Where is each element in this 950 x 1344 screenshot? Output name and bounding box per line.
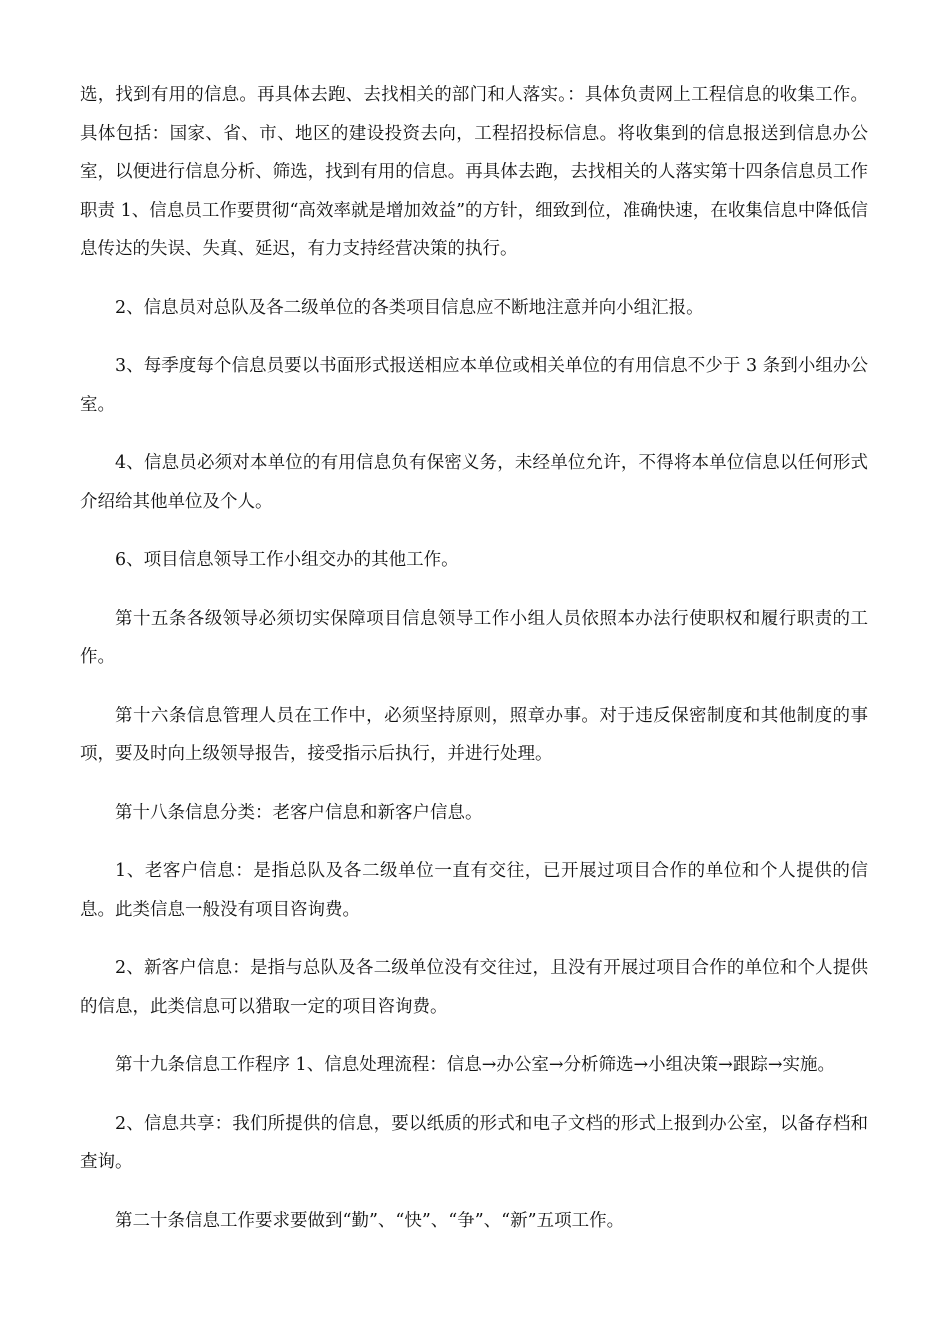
paragraph-article-18: 第十八条信息分类：老客户信息和新客户信息。 xyxy=(115,802,483,823)
paragraph-old-customer: 1、老客户信息：是指总队及各二级单位一直有交往，已开展过项目合作的单位和个人提供的信息。此类信息一般没有项目咨询费。 xyxy=(80,861,868,920)
paragraph-article-20: 第二十条信息工作要求要做到“勤”、“快”、“争”、“新”五项工作。 xyxy=(115,1210,625,1231)
document-body xyxy=(80,76,868,1260)
paragraph-continuation: 选，找到有用的信息。再具体去跑、去找相关的部门和人落实。：具体负责网上工程信息的收集工作。具体包括：国家、省、市、地区的建设投资去向，工程招投标信息。将收集到的信息报送到信息办公室，以便进行信息分析、筛选，找到有用的信息。再具体去跑，去找相关的人落实第十四条信息员工作职责 1、信息员工作要贯彻“高效率就是增加效益”的方针，细致到位，准确快速，在收集信息中降低信息传达的失误、失真、延迟，有力支持经营决策的执行。 xyxy=(80,85,868,259)
paragraph-item-3: 3、每季度每个信息员要以书面形式报送相应本单位或相关单位的有用信息不少于 3 条到小组办公室。 xyxy=(80,356,868,415)
paragraph-info-sharing: 2、信息共享：我们所提供的信息，要以纸质的形式和电子文档的形式上报到办公室，以备存档和查询。 xyxy=(80,1113,868,1172)
paragraph-new-customer: 2、新客户信息：是指与总队及各二级单位没有交往过，且没有开展过项目合作的单位和个人提供的信息，此类信息可以猎取一定的项目咨询费。 xyxy=(80,958,868,1017)
paragraph-item-6: 6、项目信息领导工作小组交办的其他工作。 xyxy=(115,550,459,570)
paragraph-item-2: 2、信息员对总队及各二级单位的各类项目信息应不断地注意并向小组汇报。 xyxy=(115,297,704,318)
paragraph-article-15: 第十五条各级领导必须切实保障项目信息领导工作小组人员依照本办法行使职权和履行职责的工作。 xyxy=(80,608,868,667)
paragraph-article-19: 第十九条信息工作程序 1、信息处理流程：信息→办公室→分析筛选→小组决策→跟踪→实施。 xyxy=(115,1055,836,1075)
paragraph-article-16: 第十六条信息管理人员在工作中，必须坚持原则，照章办事。对于违反保密制度和其他制度的事项，要及时向上级领导报告，接受指示后执行，并进行处理。 xyxy=(80,705,868,764)
paragraph-item-4: 4、信息员必须对本单位的有用信息负有保密义务，未经单位允许，不得将本单位信息以任何形式介绍给其他单位及个人。 xyxy=(80,453,868,512)
